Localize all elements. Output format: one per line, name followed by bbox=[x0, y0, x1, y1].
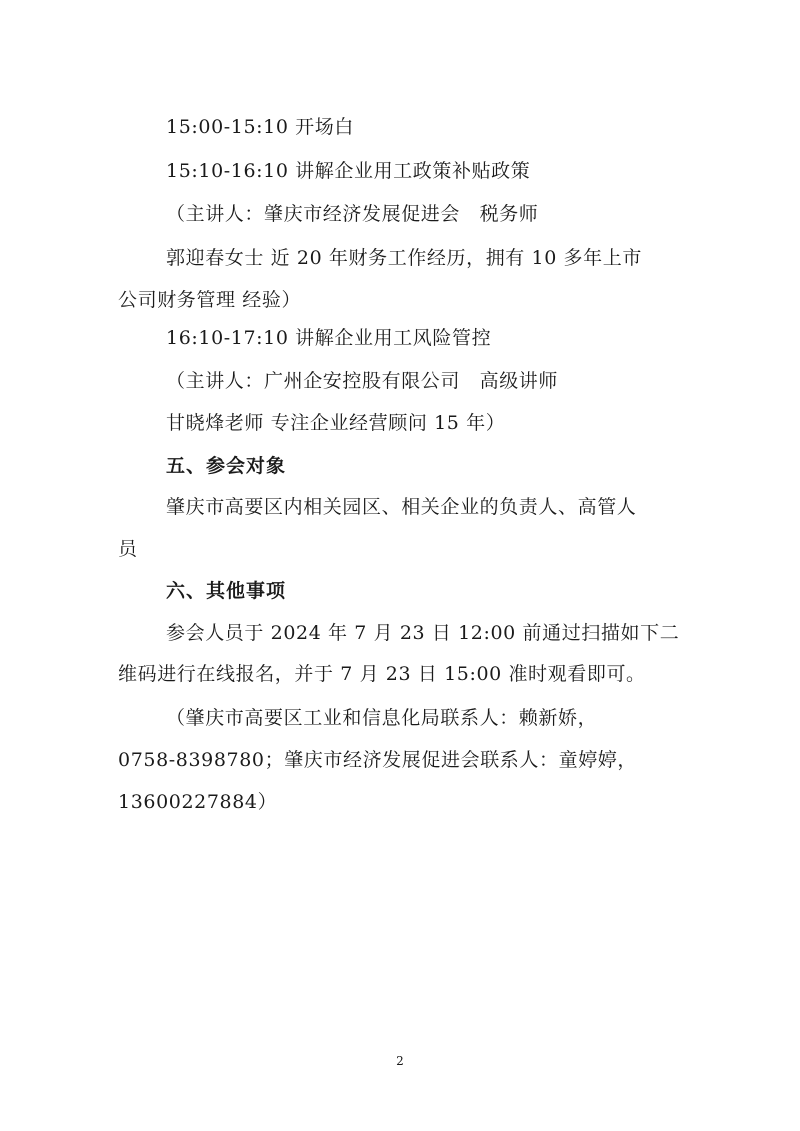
paragraph-line: 肇庆市高要区内相关园区、相关企业的负责人、高管人 bbox=[166, 496, 637, 518]
page-number: 2 bbox=[396, 1054, 404, 1068]
paragraph-line: 员 bbox=[118, 538, 138, 560]
speaker-info-line: 公司财务管理 经验） bbox=[118, 289, 302, 311]
schedule-item-risk: 16:10-17:10 讲解企业用工风险管控 bbox=[166, 327, 492, 349]
speaker-info-line: （主讲人：肇庆市经济发展促进会 税务师 bbox=[166, 203, 539, 225]
paragraph-line: 维码进行在线报名，并于 7 月 23 日 15:00 准时观看即可。 bbox=[118, 663, 646, 685]
contact-line: 0758-8398780；肇庆市经济发展促进会联系人：童婷婷， bbox=[118, 749, 637, 771]
speaker-info-line: 甘晓烽老师 专注企业经营顾问 15 年） bbox=[166, 412, 506, 434]
schedule-item-policy: 15:10-16:10 讲解企业用工政策补贴政策 bbox=[166, 160, 531, 182]
section-heading-other: 六、其他事项 bbox=[166, 580, 287, 602]
contact-line: 13600227884） bbox=[118, 791, 278, 813]
section-heading-attendees: 五、参会对象 bbox=[166, 455, 287, 477]
speaker-info-line: 郭迎春女士 近 20 年财务工作经历，拥有 10 多年上市 bbox=[166, 247, 642, 269]
speaker-info-line: （主讲人：广州企安控股有限公司 高级讲师 bbox=[166, 370, 559, 392]
paragraph-line: 参会人员于 2024 年 7 月 23 日 12:00 前通过扫描如下二 bbox=[166, 622, 680, 644]
schedule-item-opening: 15:00-15:10 开场白 bbox=[166, 116, 354, 138]
contact-line: （肇庆市高要区工业和信息化局联系人：赖新娇， bbox=[166, 707, 598, 729]
